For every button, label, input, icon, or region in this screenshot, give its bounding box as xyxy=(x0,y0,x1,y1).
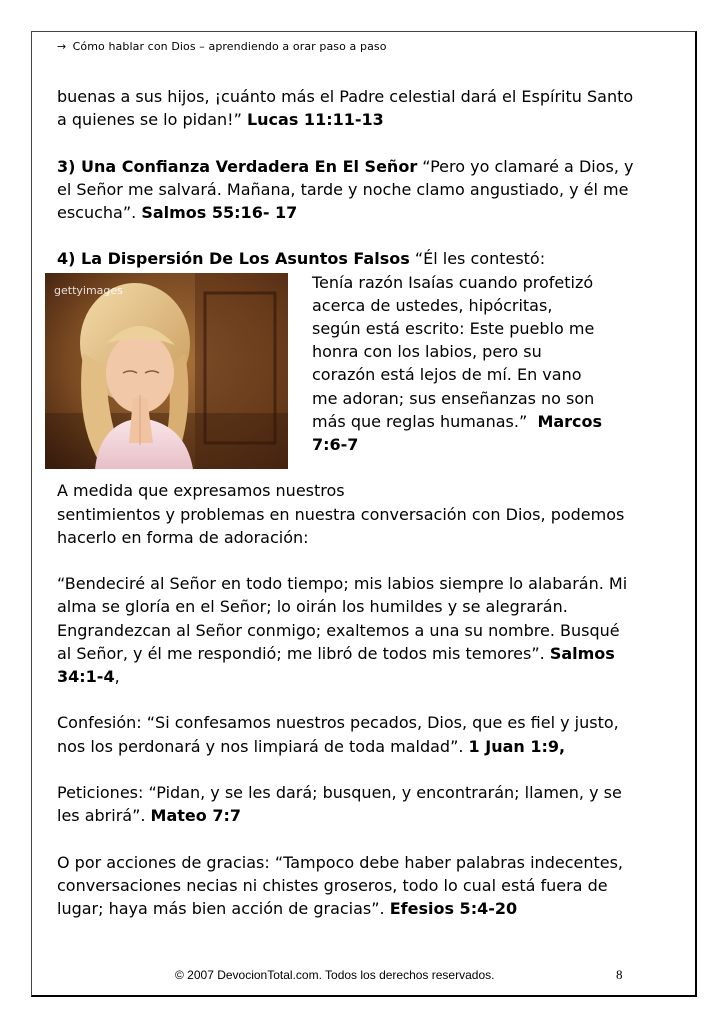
photo-image xyxy=(45,273,288,469)
paragraph-adoracion xyxy=(57,503,637,549)
quote-line: me adoran; sus enseñanzas no son xyxy=(312,388,595,408)
paragraph-text: “Pero yo clamaré a Dios, y el Señor me salvará. Mañana, tarde y noche clamo angustiado, y él me escucha”. xyxy=(57,156,634,222)
paragraph-text: “Bendeciré al Señor en todo tiempo; mis labios siempre lo alabarán. Mi alma se gloría en el Señor; lo oirán los humildes y se alegrarán. Engrandezcan al Señor conmigo; exaltemos a una su nombre. Busqué al Señor, y él me respondió; me libró de todos mis temores”. xyxy=(57,574,628,663)
scripture-reference: Efesios 5:4-20 xyxy=(389,899,518,918)
page-number: 8 xyxy=(616,967,623,982)
quote-line: acerca de ustedes, hipócritas, xyxy=(312,295,553,315)
paragraph-gracias xyxy=(57,851,637,921)
scripture-reference: 1 Juan 1:9, xyxy=(468,736,566,756)
running-header-title: Cómo hablar con Dios – aprendiendo a orar paso a paso xyxy=(72,40,387,53)
paragraph-text: buenas a sus hijos, ¡cuánto más el Padre celestial dará el Espíritu Santo a quienes se lo pidan!” xyxy=(57,87,634,130)
praying-child-photo xyxy=(45,273,288,469)
paragraph-confianza xyxy=(57,155,637,225)
scripture-reference: 7:6-7 xyxy=(312,435,359,455)
photo-illustration xyxy=(45,273,288,469)
scripture-reference: Marcos xyxy=(537,411,603,431)
paragraph-lucas xyxy=(57,85,637,131)
running-header xyxy=(57,40,387,53)
paragraph-dispersion xyxy=(54,247,637,502)
page-content xyxy=(54,85,637,943)
punctuation: , xyxy=(114,667,120,687)
watermark-text: gettyimages xyxy=(54,283,123,297)
paragraph-text: Peticiones: “Pidan, y se les dará; busquen, y encontrarán; llamen, y se les abrirá”. xyxy=(57,783,622,826)
scripture-reference: Mateo 7:7 xyxy=(150,806,241,826)
section-heading: 3) Una Confianza Verdadera En El Señor xyxy=(57,156,418,176)
quote-line: Tenía razón Isaías cuando profetizó xyxy=(312,272,594,292)
paragraph-text: O por acciones de gracias: “Tampoco debe haber palabras indecentes, conversaciones necias ni chistes groseros, todo lo cual está fuera de lugar; haya más bien acción de gracias”. xyxy=(57,852,624,918)
quote-line: más que reglas humanas.” xyxy=(312,411,528,431)
paragraph-text: Confesión: “Si confesamos nuestros pecados, Dios, que es fiel y justo, nos los perdonará y nos limpiará de toda maldad”. xyxy=(57,713,619,756)
footer-copyright: © 2007 DevocionTotal.com. Todos los derechos reservados. xyxy=(175,968,495,982)
paragraph-peticiones xyxy=(57,781,637,827)
paragraph-text: “Él les contestó: xyxy=(409,249,546,269)
scripture-reference: Lucas 11:11-13 xyxy=(246,110,384,130)
scripture-reference: Salmos 55:16- 17 xyxy=(141,203,298,222)
section-heading: 4) La Dispersión De Los Asuntos Falsos xyxy=(57,249,410,269)
paragraph-text: A medida que expresamos nuestros xyxy=(57,481,345,501)
arrow-right-icon: → xyxy=(57,40,67,53)
paragraph-confesion xyxy=(57,711,637,757)
quote-line: corazón está lejos de mí. En vano xyxy=(312,365,582,385)
paragraph-salmos-34 xyxy=(57,572,637,688)
quote-line: honra con los labios, pero su xyxy=(312,342,542,362)
quote-line: según está escrito: Este pueblo me xyxy=(312,319,595,338)
scripture-reference: Salmos 34:1-4 xyxy=(57,643,615,687)
paragraph-text: sentimientos y problemas en nuestra conversación con Dios, podemos hacerlo en forma de adoración: xyxy=(57,504,625,547)
